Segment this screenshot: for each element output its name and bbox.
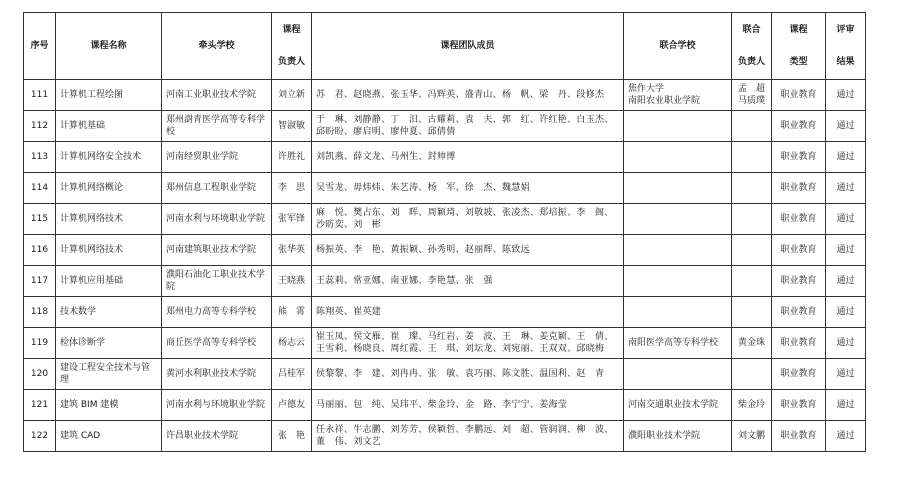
- cell-partner-school: [624, 359, 732, 390]
- cell-course-name: 技术数学: [56, 297, 162, 328]
- cell-review-result: 通过: [826, 390, 866, 421]
- cell-review-result: 通过: [826, 359, 866, 390]
- cell-team-members: 刘凯燕、薛文龙、马州生、封帅博: [312, 142, 624, 173]
- cell-partner-school: 濮阳职业技术学院: [624, 421, 732, 452]
- header-course-name: 课程名称: [56, 13, 162, 80]
- cell-review-result: 通过: [826, 111, 866, 142]
- cell-review-result: 通过: [826, 80, 866, 111]
- table-row: [24, 359, 866, 390]
- table-row: [24, 173, 866, 204]
- cell-course-name: 计算机应用基础: [56, 266, 162, 297]
- cell-review-result: 通过: [826, 328, 866, 359]
- cell-team-members: 王蕊莉、常亚娜、南亚娜、李艳慧、张 强: [312, 266, 624, 297]
- cell-team-members: 马丽丽、包 纯、吴玮平、柴金玲、金 路、李宁宁、姜海莹: [312, 390, 624, 421]
- cell-course-leader: 许胜礼: [272, 142, 312, 173]
- cell-seq: 121: [24, 390, 56, 421]
- cell-partner-school: [624, 204, 732, 235]
- cell-team-members: 杨振英、李 艳、黄振颖、孙秀明、赵丽辉、陈致远: [312, 235, 624, 266]
- cell-course-name: 计算机网络技术: [56, 235, 162, 266]
- table-row: [24, 297, 866, 328]
- cell-course-leader: 张 艳: [272, 421, 312, 452]
- cell-partner-leader: 黄金珠: [732, 328, 772, 359]
- cell-partner-school: [624, 297, 732, 328]
- header-course-leader: 课程 负责人: [272, 13, 312, 80]
- cell-course-leader: 张军锋: [272, 204, 312, 235]
- header-lead-school: 牵头学校: [162, 13, 272, 80]
- cell-course-leader: 李 思: [272, 173, 312, 204]
- cell-course-name: 计算机网络安全技术: [56, 142, 162, 173]
- cell-partner-school: 河南交通职业技术学院: [624, 390, 732, 421]
- cell-course-type: 职业教育: [772, 173, 826, 204]
- cell-course-type: 职业教育: [772, 266, 826, 297]
- cell-lead-school: 商丘医学高等专科学校: [162, 328, 272, 359]
- header-row: [24, 13, 866, 80]
- cell-seq: 119: [24, 328, 56, 359]
- cell-course-name: 计算机网络技术: [56, 204, 162, 235]
- cell-partner-leader: [732, 173, 772, 204]
- cell-course-leader: 吕桂军: [272, 359, 312, 390]
- header-review-result: 评审 结果: [826, 13, 866, 80]
- cell-team-members: 麻 悦、樊占东、刘 晖、周颖琦、刘敬坡、张凌杰、郑培振、李 阁、 沙昉奕、刘 彬: [312, 204, 624, 235]
- cell-seq: 114: [24, 173, 56, 204]
- cell-team-members: 侯黎黎、李 建、刘冉冉、张 敏、袁巧丽、陈文胜、温国利、赵 青: [312, 359, 624, 390]
- header-course-type: 课程 类型: [772, 13, 826, 80]
- cell-course-type: 职业教育: [772, 111, 826, 142]
- cell-course-type: 职业教育: [772, 328, 826, 359]
- cell-partner-school: [624, 173, 732, 204]
- cell-lead-school: 河南水利与环境职业学院: [162, 204, 272, 235]
- cell-course-name: 建筑 BIM 建模: [56, 390, 162, 421]
- cell-lead-school: 许昌职业技术学院: [162, 421, 272, 452]
- table-row: [24, 142, 866, 173]
- cell-course-type: 职业教育: [772, 80, 826, 111]
- course-review-table-sheet: [23, 12, 866, 452]
- cell-lead-school: 黄河水利职业技术学院: [162, 359, 272, 390]
- cell-team-members: 吴雪龙、毋炜炜、朱艺涛、杨 军、徐 杰、魏慧娟: [312, 173, 624, 204]
- cell-course-name: 建筑 CAD: [56, 421, 162, 452]
- cell-review-result: 通过: [826, 142, 866, 173]
- cell-course-name: 计算机基础: [56, 111, 162, 142]
- cell-course-type: 职业教育: [772, 297, 826, 328]
- cell-lead-school: 河南建筑职业技术学院: [162, 235, 272, 266]
- cell-course-type: 职业教育: [772, 359, 826, 390]
- cell-course-leader: 刘立新: [272, 80, 312, 111]
- cell-review-result: 通过: [826, 235, 866, 266]
- cell-course-type: 职业教育: [772, 142, 826, 173]
- cell-lead-school: 郑州电力高等专科学校: [162, 297, 272, 328]
- cell-team-members: 崔玉凤、侯文雁、崔 璨、马红岩、姜 波、王 琳、姜克颖、王 倩、 王雪莉、杨晓良、周红霞、王 琪、刘坛龙、刘宛丽、王双双、邱晓梅: [312, 328, 624, 359]
- cell-course-name: 计算机网络概论: [56, 173, 162, 204]
- cell-lead-school: 郑州澍青医学高等专科学校: [162, 111, 272, 142]
- table-body: [24, 80, 866, 452]
- cell-course-type: 职业教育: [772, 390, 826, 421]
- cell-lead-school: 濮阳石油化工职业技术学院: [162, 266, 272, 297]
- cell-partner-leader: [732, 297, 772, 328]
- cell-lead-school: 河南水利与环境职业学院: [162, 390, 272, 421]
- cell-course-type: 职业教育: [772, 204, 826, 235]
- cell-seq: 115: [24, 204, 56, 235]
- course-table: [23, 12, 866, 452]
- cell-review-result: 通过: [826, 173, 866, 204]
- cell-partner-leader: [732, 266, 772, 297]
- cell-course-leader: 熊 霄: [272, 297, 312, 328]
- cell-seq: 117: [24, 266, 56, 297]
- cell-review-result: 通过: [826, 421, 866, 452]
- cell-review-result: 通过: [826, 297, 866, 328]
- table-row: [24, 80, 866, 111]
- cell-course-leader: 杨志云: [272, 328, 312, 359]
- table-row: [24, 328, 866, 359]
- cell-course-name: 建设工程安全技术与管理: [56, 359, 162, 390]
- cell-partner-school: [624, 235, 732, 266]
- cell-seq: 112: [24, 111, 56, 142]
- cell-course-name: 计算机工程绘图: [56, 80, 162, 111]
- table-row: [24, 421, 866, 452]
- cell-partner-school: [624, 266, 732, 297]
- table-row: [24, 204, 866, 235]
- cell-lead-school: 河南工业职业技术学院: [162, 80, 272, 111]
- cell-partner-school: 焦作大学 南阳农业职业学院: [624, 80, 732, 111]
- header-team-members: 课程团队成员: [312, 13, 624, 80]
- cell-review-result: 通过: [826, 266, 866, 297]
- cell-course-leader: 张华英: [272, 235, 312, 266]
- cell-partner-leader: [732, 111, 772, 142]
- cell-seq: 122: [24, 421, 56, 452]
- cell-partner-school: 南阳医学高等专科学校: [624, 328, 732, 359]
- cell-partner-leader: [732, 204, 772, 235]
- cell-lead-school: 河南经贸职业学院: [162, 142, 272, 173]
- table-row: [24, 266, 866, 297]
- cell-partner-leader: 刘文鹏: [732, 421, 772, 452]
- table-row: [24, 111, 866, 142]
- cell-course-leader: 王晓燕: [272, 266, 312, 297]
- cell-course-leader: 卢德友: [272, 390, 312, 421]
- cell-partner-leader: 柴金玲: [732, 390, 772, 421]
- cell-lead-school: 郑州信息工程职业学院: [162, 173, 272, 204]
- cell-course-type: 职业教育: [772, 235, 826, 266]
- cell-seq: 118: [24, 297, 56, 328]
- cell-partner-leader: 孟 超 马质璞: [732, 80, 772, 111]
- cell-seq: 113: [24, 142, 56, 173]
- cell-partner-school: [624, 111, 732, 142]
- cell-seq: 116: [24, 235, 56, 266]
- table-row: [24, 235, 866, 266]
- cell-seq: 111: [24, 80, 56, 111]
- cell-course-type: 职业教育: [772, 421, 826, 452]
- cell-team-members: 陈翔英、崔英建: [312, 297, 624, 328]
- header-partner-school: 联合学校: [624, 13, 732, 80]
- header-partner-leader: 联合 负责人: [732, 13, 772, 80]
- cell-team-members: 苏 君、赵晓燕、张玉华、冯辉英、盛青山、杨 帆、梁 丹、段修杰: [312, 80, 624, 111]
- table-row: [24, 390, 866, 421]
- cell-partner-school: [624, 142, 732, 173]
- cell-partner-leader: [732, 142, 772, 173]
- cell-seq: 120: [24, 359, 56, 390]
- cell-review-result: 通过: [826, 204, 866, 235]
- cell-team-members: 于 琳、刘静静、丁 汨、古耀莉、袁 夫、郭 红、许红艳、白玉杰、 邱盼盼、廖启明、廖仲夏、邱倩倩: [312, 111, 624, 142]
- cell-course-leader: 智淑敏: [272, 111, 312, 142]
- cell-partner-leader: [732, 359, 772, 390]
- header-seq: 序号: [24, 13, 56, 80]
- cell-partner-leader: [732, 235, 772, 266]
- cell-course-name: 检体诊断学: [56, 328, 162, 359]
- cell-team-members: 任永祥、牛志鹏、刘芳芳、侯颖哲、李鹏远、刘 超、管润润、柳 波、 董 伟、刘文艺: [312, 421, 624, 452]
